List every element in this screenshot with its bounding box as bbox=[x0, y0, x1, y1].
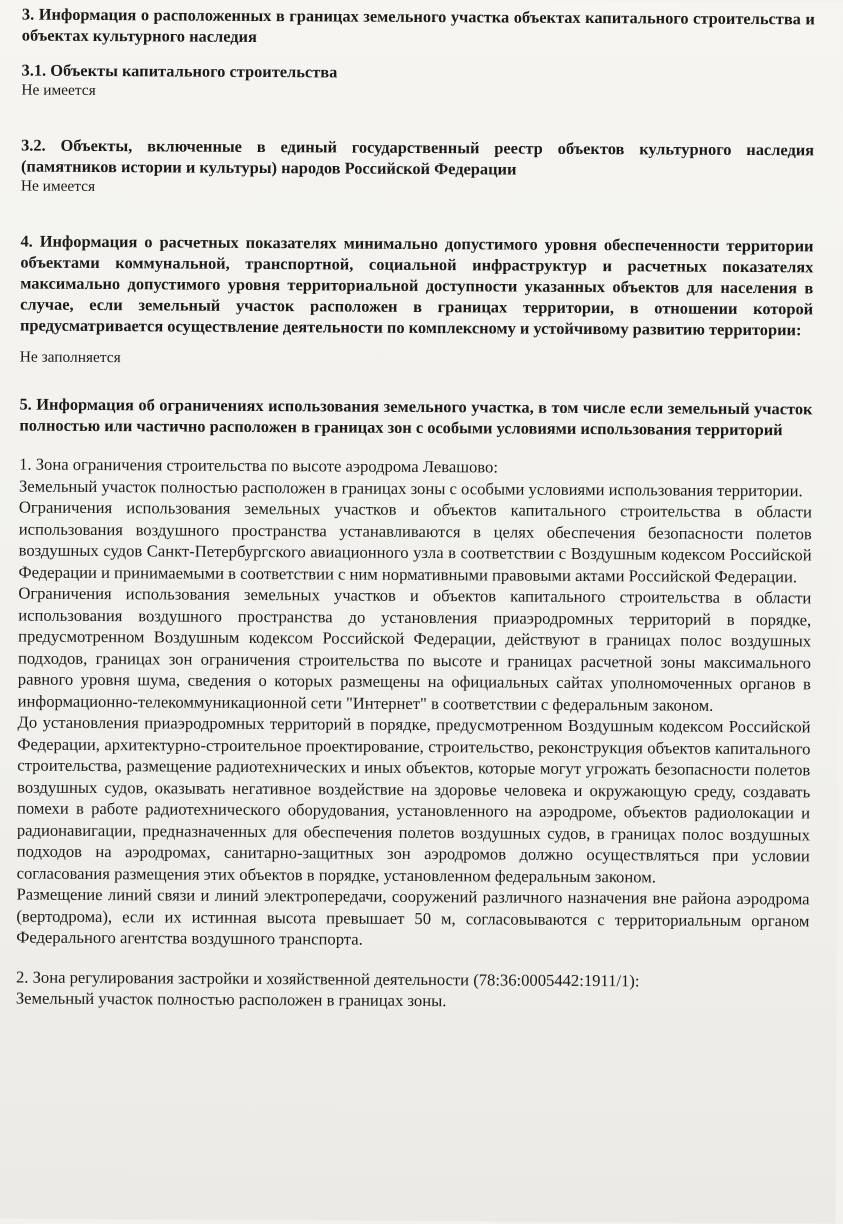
zone-1-paragraph-4: До установления приаэродромных территорий в порядке, предусмотренном Воздушным кодексом Российской Федерации, архитектурно-строительное проектирование, строительство, реконструкция объектов капитального строительства, размещение радиотехнических и иных объектов, которые могут угрожать безопасности полетов воздушных судов, оказывать негативное воздействие на здоровье человека и окружающую среду, создавать помехи в работе радиотехнического оборудования, установленного на аэродроме, объектов радиолокации и радионавигации, предназначенных для обеспечения полетов воздушных судов, в границах полос воздушных подходов на аэродромах, санитарно-защитных зон аэродромов должно осуществляться при условии согласования размещения этих объектов в порядке, установленном федеральным законом. bbox=[16, 712, 811, 886]
section-3-1-value: Не имеется bbox=[21, 81, 96, 100]
section-3-1-heading: 3.1. Объекты капитального строительства bbox=[21, 60, 338, 82]
zone-1-paragraph-3: Ограничения использования земельных участков и объектов капитального строительства в области использования воздушного пространства до установления приаэродромных территорий в порядке, предусмотренном Воздушным кодексом Российской Федерации, действуют в границах полос воздушных подходов, границах зон ограничения строительства по высоте и границах расчетной зоны максимального равного уровня шума, сведения о которых размещены на официальных сайтах уполномоченных органов в информационно-телекоммуникационной сети "Интернет" в соответствии с федеральным законом. bbox=[17, 583, 812, 715]
section-4-heading: 4. Информация о расчетных показателях минимально допустимого уровня обеспеченности территории объектами коммунальной, транспортной, социальной инфраструктур и расчетных показателях максимально допустимого уровня территориальной доступности указанных объектов для населения в случае, если земельный участок расположен в границах территории, в отношении которой предусматривается осуществление деятельности по комплексному и устойчивому развитию территории: bbox=[19, 231, 814, 340]
section-3-heading: 3. Информация о расположенных в границах земельного участка объектах капитального строительства и объектах культурного наследия bbox=[21, 4, 815, 46]
section-4-value: Не заполняется bbox=[19, 348, 121, 367]
zone-1-paragraph-1: Земельный участок полностью расположен в границах зоны с особыми условиями использования территории. bbox=[18, 476, 803, 500]
zone-1-paragraph-2: Ограничения использования земельных участков и объектов капитального строительства в области использования воздушного пространства устанавливаются в целях обеспечения безопасности полетов воздушных судов Санкт-Петербургского авиационного узла в соответствии с Воздушным кодексом Российской Федерации и принимаемыми в соответствии с ним нормативными правовыми актами Российской Федерации. bbox=[18, 497, 812, 586]
zone-1-paragraph-5: Размещение линий связи и линий электропередачи, сооружений различного назначения вне района аэродрома (вертодрома), если их истинная высота превышает 50 м, согласовываются с территориальным органом Федерального агентства воздушного транспорта. bbox=[16, 884, 810, 949]
section-3-2-heading: 3.2. Объекты, включенные в единый государственный реестр объектов культурного наследия (памятников истории и культуры) народов Российской Федерации bbox=[20, 135, 815, 179]
zone-1-title: 1. Зона ограничения строительства по высоте аэродрома Левашово: bbox=[19, 454, 499, 477]
section-3-2-value: Не имеется bbox=[20, 177, 96, 196]
section-5-heading: 5. Информация об ограничениях использования земельного участка, в том числе если земельный участок полностью или частично расположен в границах зон с особыми условиями использования территорий bbox=[19, 394, 813, 440]
zone-2-text: Земельный участок полностью расположен в границах зоны. bbox=[15, 988, 447, 1011]
zone-2-title: 2. Зона регулирования застройки и хозяйственной деятельности (78:36:0005442:1911/1): bbox=[15, 967, 640, 990]
